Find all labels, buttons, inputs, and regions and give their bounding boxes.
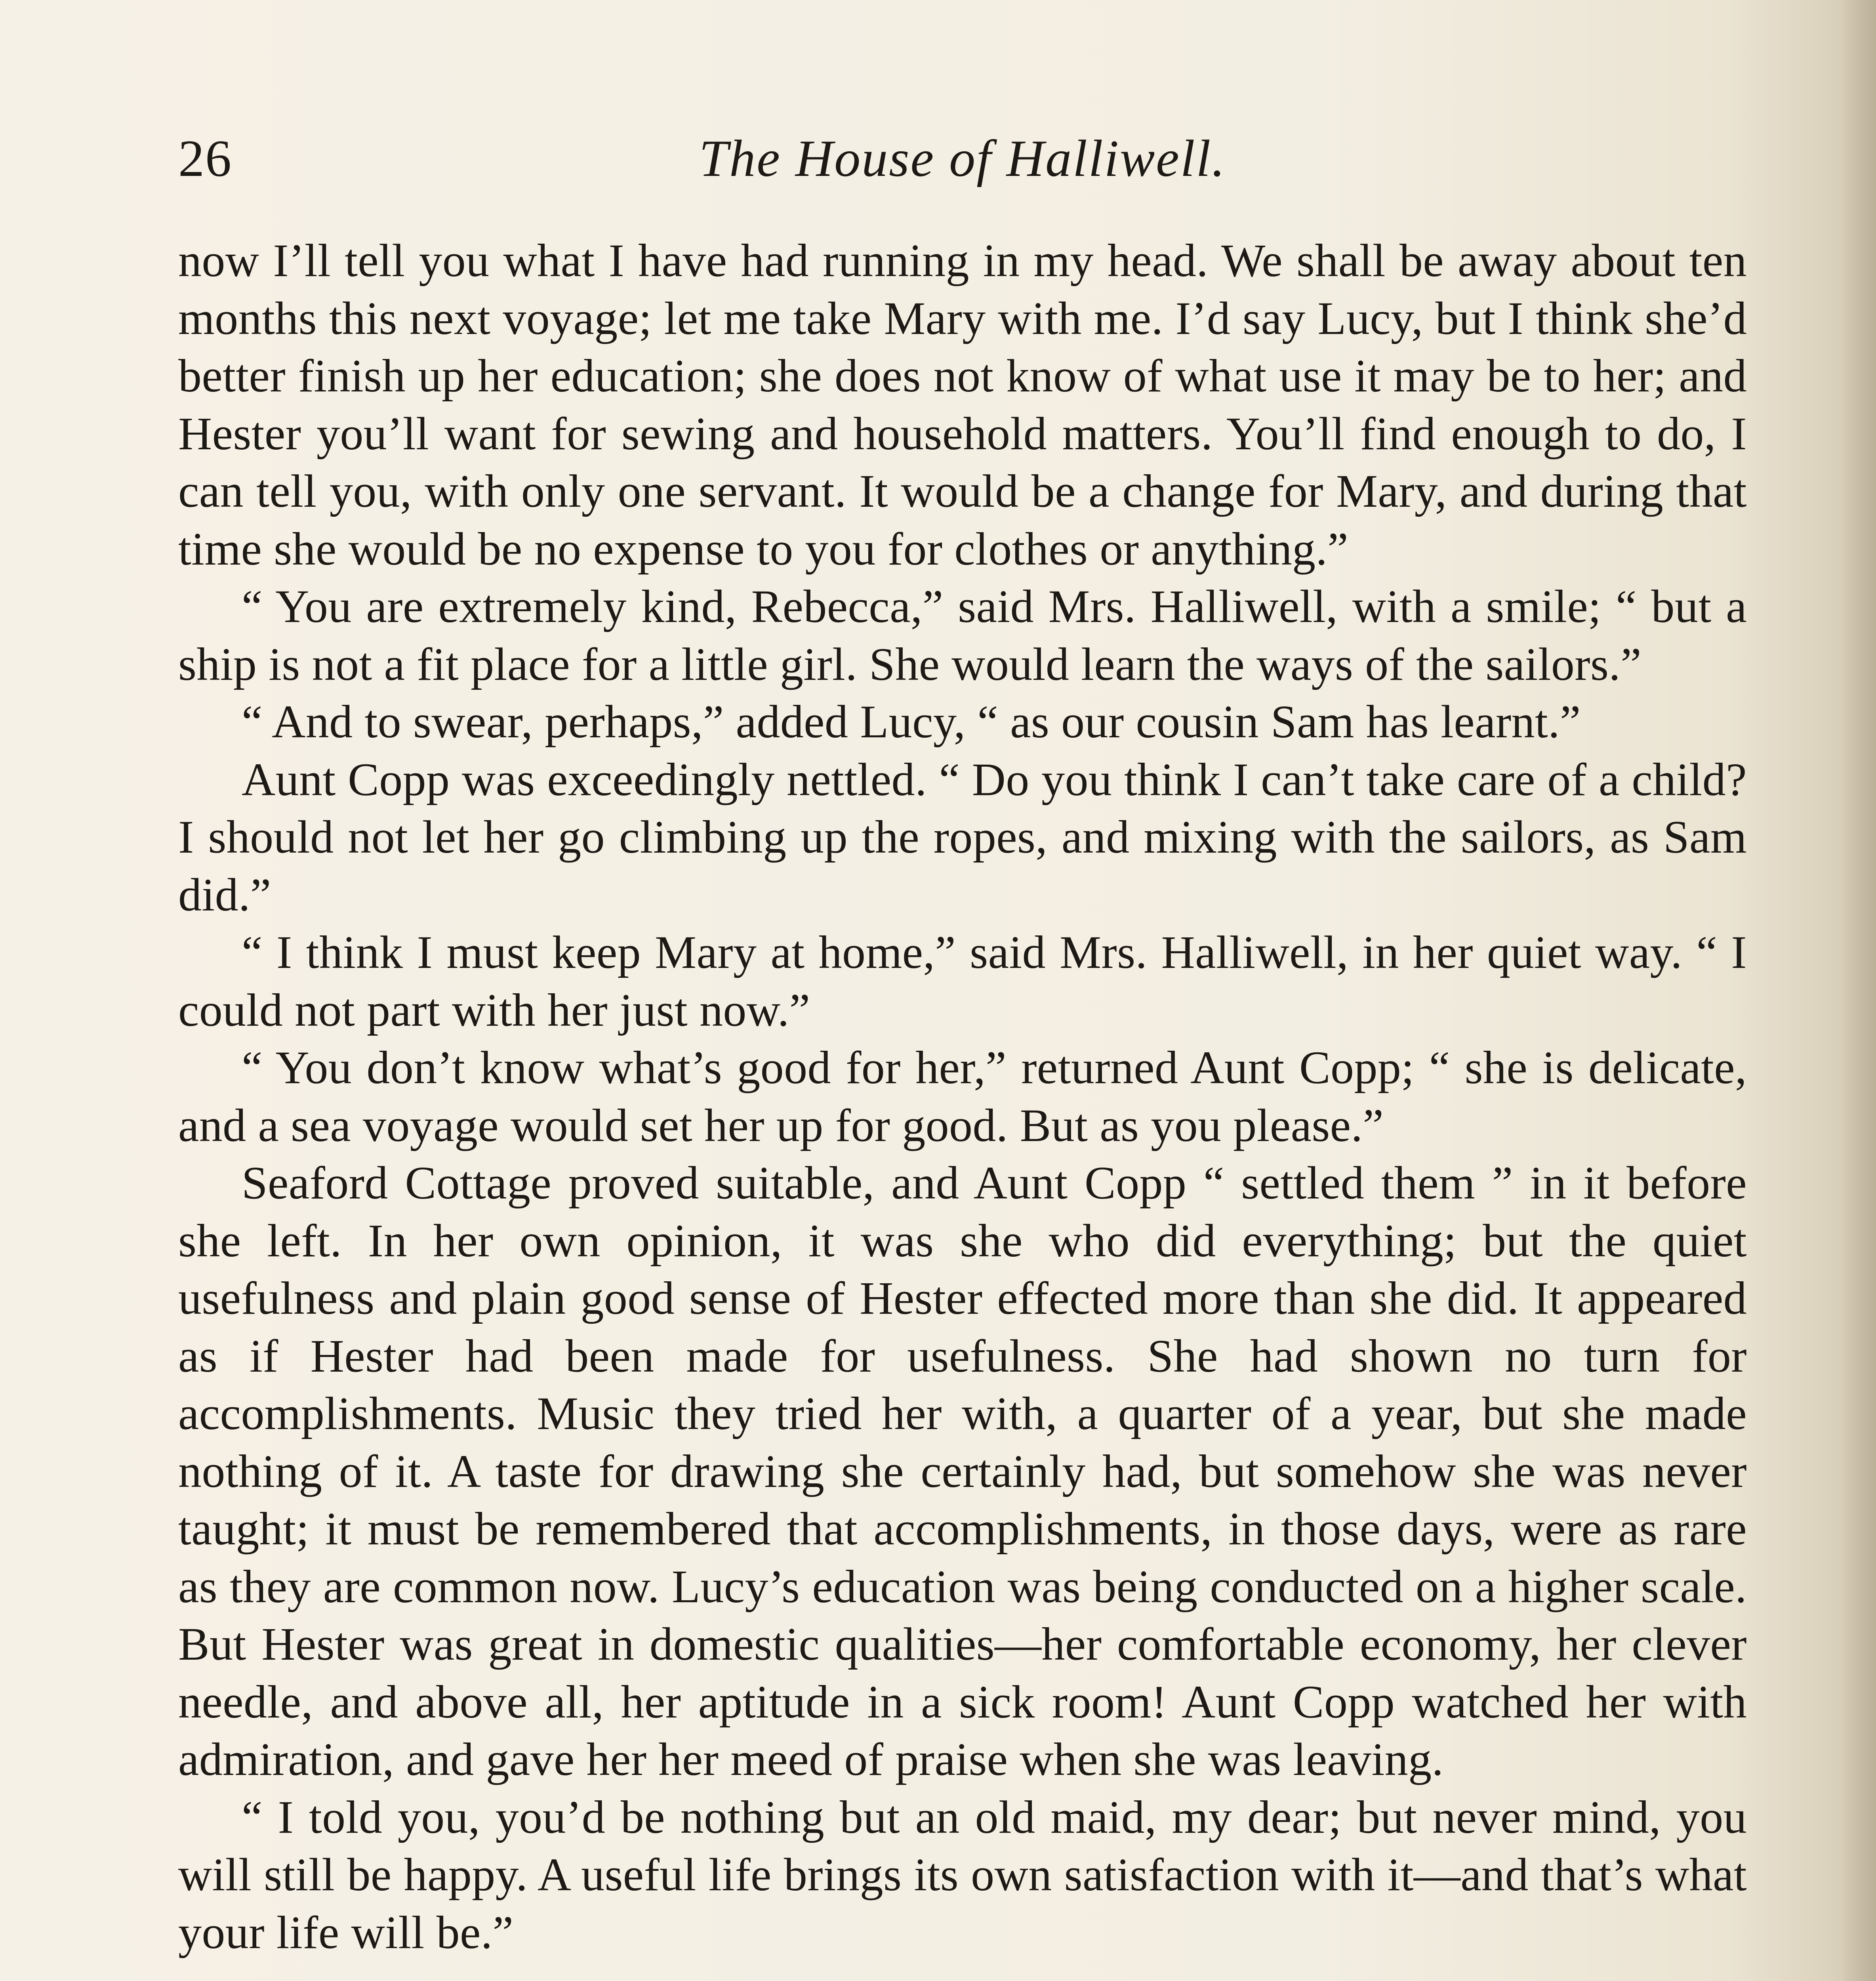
page-header bbox=[178, 115, 1747, 210]
paragraph: now I’ll tell you what I have had running in my head. We shall be away about ten months this next voyage; let me take Mary with me. I’d say Lucy, but I think she’d better finish up her education; she does not know of what use it may be to her; and Hester you’ll want for sewing and household matters. You’ll find enough to do, I can tell you, with only one servant. It would be a change for Mary, and during that time she would be no expense to you for clothes or anything.” bbox=[178, 235, 1747, 575]
page-edge-shadow bbox=[1840, 0, 1876, 1981]
paragraph: “ You don’t know what’s good for her,” returned Aunt Copp; “ she is delicate, and a sea voyage would set her up for good. But as you please.” bbox=[178, 1042, 1747, 1151]
paragraph: Aunt Copp was exceedingly nettled. “ Do you think I can’t take care of a child? I should not let her go climbing up the ropes, and mixing with the sailors, as Sam did.” bbox=[178, 753, 1747, 921]
body-text bbox=[178, 232, 1747, 1961]
paragraph: Seaford Cottage proved suitable, and Aunt Copp “ settled them ” in it before she left. In her own opinion, it was she who did everything; but the quiet usefulness and plain good sense of Hester effected more than she did. It appeared as if Hester had been made for usefulness. She had shown no turn for accomplishments. Music they tried her with, a quarter of a year, but she made nothing of it. A taste for drawing she certainly had, but somehow she was never taught; it must be remembered that accomplishments, in those days, were as rare as they are common now. Lucy’s education was being conducted on a higher scale. But Hester was great in domestic qualities—her comfortable economy, her clever needle, and above all, her aptitude in a sick room! Aunt Copp watched her with admiration, and gave her her meed of praise when she was leaving. bbox=[178, 1157, 1747, 1785]
paragraph: “ You are extremely kind, Rebecca,” said Mrs. Halliwell, with a smile; “ but a ship is not a fit place for a little girl. She would learn the ways of the sailors.” bbox=[178, 580, 1747, 690]
page-number: 26 bbox=[178, 129, 232, 187]
running-title: The House of Halliwell. bbox=[699, 129, 1226, 187]
paragraph: “ And to swear, perhaps,” added Lucy, “ as our cousin Sam has learnt.” bbox=[242, 696, 1581, 748]
paragraph: “ I think I must keep Mary at home,” said Mrs. Halliwell, in her quiet way. “ I could not part with her just now.” bbox=[178, 926, 1747, 1036]
paragraph: “ I told you, you’d be nothing but an old maid, my dear; but never mind, you will still be happy. A useful life brings its own satisfaction with it—and that’s what your life will be.” bbox=[178, 1791, 1747, 1958]
